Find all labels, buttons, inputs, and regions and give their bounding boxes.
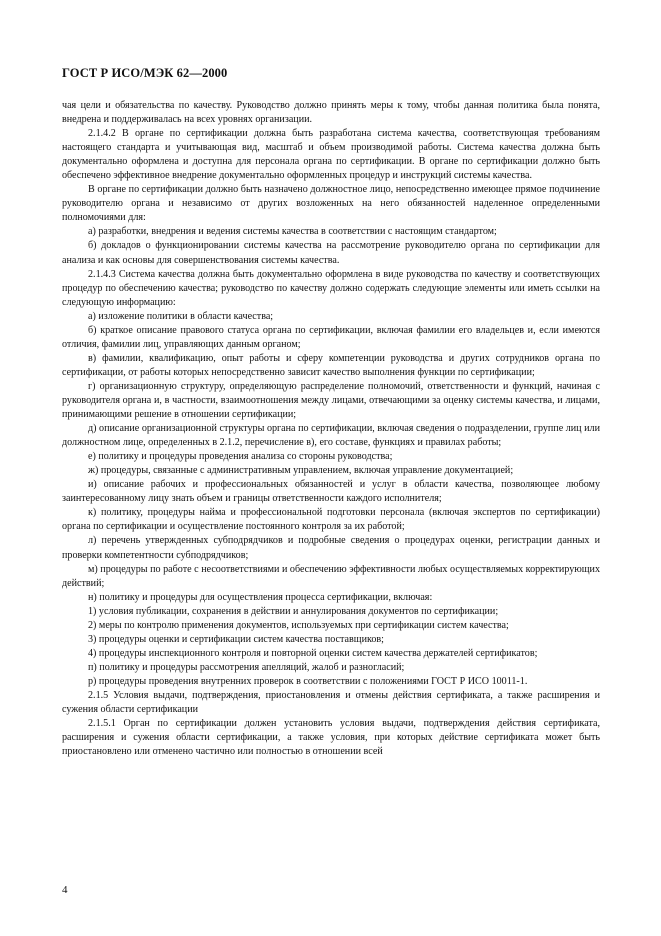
paragraph: а) разработки, внедрения и ведения системы качества в соответствии с настоящим стандартом; — [88, 226, 497, 238]
paragraph: б) краткое описание правового статуса органа по сертификации, включая фамилии его владельцев и, если имеются отличия, фамилии лиц, управляющих данным органом; — [62, 324, 600, 350]
paragraph: г) организационную структуру, определяющую распределение полномочий, ответственности и функций, начиная с руководителя органа и, в частности, взаимоотношения между лицами, отвечающими за оценку системы качества, и лицами, принимающими решение в отношении сертификации; — [62, 380, 600, 421]
paragraph: чая цели и обязательства по качеству. Руководство должно принять меры к тому, чтобы данная политика была понята, внедрена и поддерживалась на всех уровнях организации. — [62, 100, 600, 126]
paragraph: 2.1.5 Условия выдачи, подтверждения, приостановления и отмены действия сертификата, а также расширения и сужения области сертификации — [62, 689, 600, 716]
paragraph: п) политику и процедуры рассмотрения апелляций, жалоб и разногласий; — [88, 661, 405, 673]
paragraph: 2.1.4.3 Система качества должна быть документально оформлена в виде руководства по качеству и соответствующих процедур по обеспечению качества; руководство по качеству должно содержать следующие элементы или иметь ссылки на следующую информацию: — [62, 268, 600, 308]
paragraph: н) политику и процедуры для осуществления процесса сертификации, включая: — [88, 591, 433, 603]
sub-list-item: 3) процедуры оценки и сертификации систем качества поставщиков; — [88, 633, 384, 645]
paragraph: р) процедуры проведения внутренних проверок в соответствии с положениями ГОСТ Р ИСО 10011-1. — [88, 675, 528, 687]
document-header: ГОСТ Р ИСО/МЭК 62—2000 — [62, 66, 228, 80]
paragraph: В органе по сертификации должно быть назначено должностное лицо, непосредственно имеющее прямое подчинение руководителю органа и независимо от других возложенных на него обязанностей наделенное определенными полномочиями для: — [62, 184, 600, 224]
paragraph: м) процедуры по работе с несоответствиями и обеспечению эффективности любых осуществляемых корректирующих действий; — [62, 563, 600, 589]
paragraph: а) изложение политики в области качества; — [88, 310, 274, 322]
paragraph: к) политику, процедуры найма и профессиональной подготовки персонала (включая экспертов по сертификации) органа по сертификации и осуществление постоянного контроля за их работой; — [62, 507, 600, 533]
paragraph: 2.1.5.1 Орган по сертификации должен установить условия выдачи, подтверждения действия сертификата, расширения и сужения области сертификации, а также условия, при которых действие сертификата может быть приостановлено или отменено частично или полностью в отношении всей — [62, 718, 600, 758]
document-body — [62, 99, 600, 759]
paragraph: 2.1.4.2 В органе по сертификации должна быть разработана система качества, соответствующая требованиям настоящего стандарта и учитывающая вид, масштаб и объем производимой работы. Система качества должна быть документально оформлена и доступна для персонала органа по сертификации. В органе по сертификации должно быть обеспечено эффективное внедрение документально оформленных процедур и инструкций системы качества. — [62, 128, 600, 182]
paragraph: б) докладов о функционировании системы качества на рассмотрение руководителю органа по сертификации для анализа и как основы для совершенствования системы качества. — [62, 240, 600, 266]
paragraph: л) перечень утвержденных субподрядчиков и подробные сведения о процедурах оценки, регистрации данных и проверки компетентности субподрядчиков; — [62, 535, 600, 561]
paragraph: в) фамилии, квалификацию, опыт работы и сферу компетенции руководства и других сотрудников органа по сертификации, от работы которых непосредственно зависит качество выполнения функции по сертификации; — [62, 352, 600, 378]
sub-list-item: 1) условия публикации, сохранения в действии и аннулирования документов по сертификации; — [88, 605, 499, 617]
paragraph: ж) процедуры, связанные с административным управлением, включая управление документацией; — [88, 465, 514, 477]
paragraph: е) политику и процедуры проведения анализа со стороны руководства; — [88, 451, 393, 463]
page-number: 4 — [62, 884, 68, 896]
paragraph: д) описание организационной структуры органа по сертификации, включая сведения о подразделении, группе лиц или должностном лице, определенных в 2.1.2, перечисление в), его составе, функциях и правилах работы; — [62, 423, 600, 449]
sub-list-item: 2) меры по контролю применения документов, используемых при сертификации систем качества; — [88, 619, 509, 631]
paragraph: и) описание рабочих и профессиональных обязанностей и услуг в области качества, позволяющее любому заинтересованному лицу знать объем и границы ответственности каждого исполнителя; — [62, 479, 600, 505]
sub-list-item: 4) процедуры инспекционного контроля и повторной оценки систем качества держателей сертификатов; — [88, 647, 538, 659]
